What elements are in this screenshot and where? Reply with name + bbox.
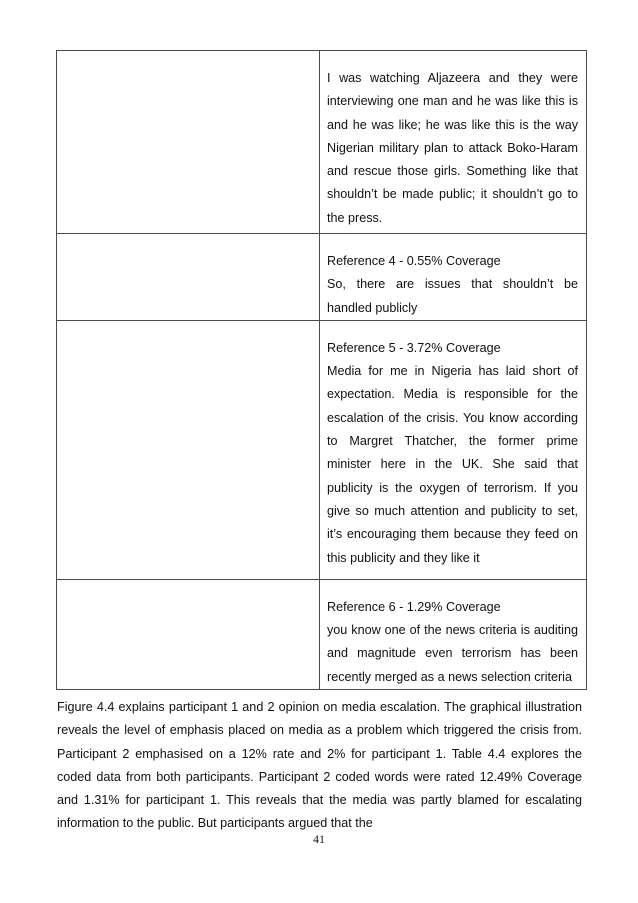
coded-data-table [56, 50, 587, 690]
table-cell-empty [57, 579, 320, 689]
table-cell-empty [57, 234, 320, 321]
quote-text: Media for me in Nigeria has laid short of expectation. Media is responsible for the escalation of the crisis. You know according to Margret Thatcher, the former prime minister here in the UK. She said that publicity is the oxygen of terrorism. If you give so much attention and publicity to set, it’s encouraging them because they feed on this publicity and they like it [327, 364, 578, 565]
table-cell-quote [320, 234, 587, 321]
table-cell-empty [57, 320, 320, 579]
table-cell-empty [57, 51, 320, 234]
quote-text: I was watching Aljazeera and they were interviewing one man and he was like this is and he was like; he was like this is the way Nigerian military plan to attack Boko-Haram and rescue those girls. Something like that shouldn’t be made public; it shouldn’t go to the press. [327, 71, 578, 225]
reference-label: Reference 4 - 0.55% Coverage [327, 254, 501, 268]
body-paragraph: Figure 4.4 explains participant 1 and 2 opinion on media escalation. The graphical illustration reveals the level of emphasis placed on media as a problem which triggered the crisis from. Participant 2 emphasised on a 12% rate and 2% for participant 1. Table 4.4 explores the coded data from both participants. Participant 2 coded words were rated 12.49% Coverage and 1.31% for participant 1. This reveals that the media was partly blamed for escalating information to the public. But participants argued that the [57, 700, 582, 831]
table-row [57, 320, 587, 579]
reference-label: Reference 5 - 3.72% Coverage [327, 340, 501, 355]
table-cell-quote [320, 51, 587, 234]
table-row [57, 234, 587, 321]
quote-text: So, there are issues that shouldn’t be handled publicly [327, 277, 578, 315]
table-row [57, 51, 587, 234]
reference-label: Reference 6 - 1.29% Coverage [327, 599, 501, 614]
table-cell-quote [320, 579, 587, 689]
table-row [57, 579, 587, 689]
table-cell-quote [320, 320, 587, 579]
quote-text: you know one of the news criteria is auditing and magnitude even terrorism has been recently merged as a news selection criteria [327, 623, 578, 684]
page-number: 41 [313, 832, 325, 846]
